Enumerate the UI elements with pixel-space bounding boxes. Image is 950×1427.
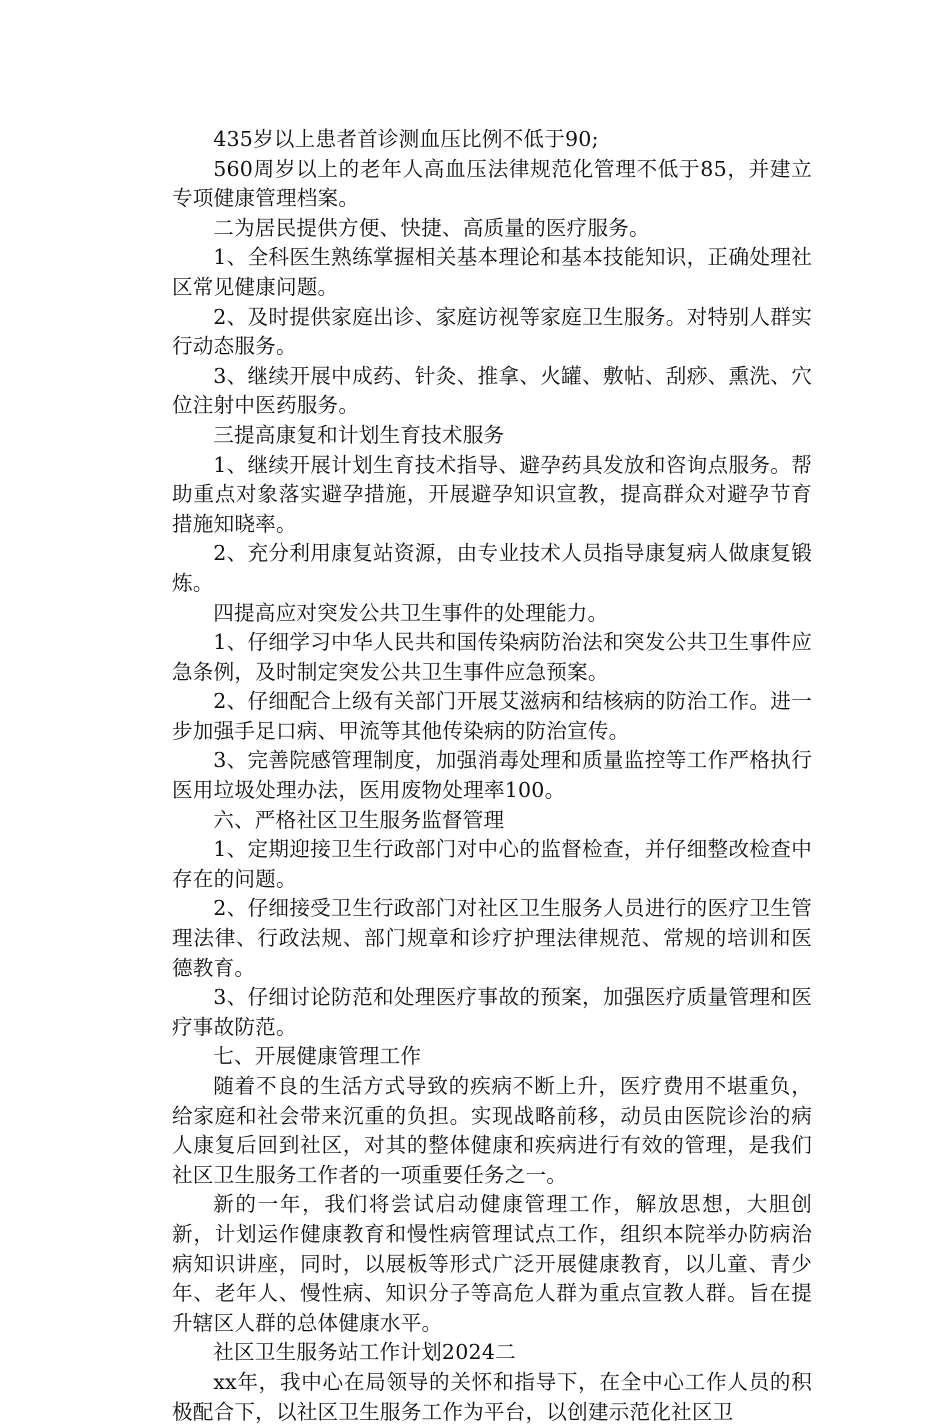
list-item: 3、完善院感管理制度，加强消毒处理和质量监控等工作严格执行医用垃圾处理办法，医用废物处理率100。 [172, 748, 812, 803]
section-heading-7: 七、开展健康管理工作 [213, 1044, 422, 1069]
paragraph-indicator-4: 435岁以上患者首诊测血压比例不低于90; [213, 127, 599, 151]
document-title-2: 社区卫生服务站工作计划2024二 [213, 1340, 516, 1365]
paragraph-indicator-5: 560周岁以上的老年人高血压法律规范化管理不低于85，并建立专项健康管理档案。 [172, 156, 812, 211]
list-item: 2、充分利用康复站资源，由专业技术人员指导康复病人做康复锻炼。 [172, 541, 812, 595]
section-heading-3: 三提高康复和计划生育技术服务 [213, 422, 505, 447]
list-item: 2、仔细接受卫生行政部门对社区卫生服务人员进行的医疗卫生管理法律、行政法规、部门规章和诊疗护理法律规范、常规的培训和医德教育。 [172, 896, 812, 980]
body-paragraph: xx年，我中心在局领导的关怀和指导下，在全中心工作人员的积极配合下，以社区卫生服务工作为平台，以创建示范化社区卫 [172, 1369, 812, 1424]
list-item: 2、及时提供家庭出诊、家庭访视等家庭卫生服务。对特别人群实行动态服务。 [172, 304, 812, 359]
section-heading-6: 六、严格社区卫生服务监督管理 [213, 807, 505, 832]
list-item: 3、仔细讨论防范和处理医疗事故的预案，加强医疗质量管理和医疗事故防范。 [172, 985, 812, 1039]
list-item: 3、继续开展中成药、针灸、推拿、火罐、敷帖、刮痧、熏洗、穴位注射中医药服务。 [172, 363, 812, 418]
document-body [172, 125, 812, 1427]
list-item: 1、定期迎接卫生行政部门对中心的监督检查，并仔细整改检查中存在的问题。 [172, 837, 812, 891]
list-item: 1、继续开展计划生育技术指导、避孕药具发放和咨询点服务。帮助重点对象落实避孕措施，开展避孕知识宣教，提高群众对避孕节育措施知晓率。 [172, 452, 812, 536]
body-paragraph: 新的一年，我们将尝试启动健康管理工作，解放思想，大胆创新，计划运作健康教育和慢性病管理试点工作，组织本院举办防病治病知识讲座，同时，以展板等形式广泛开展健康教育，以儿童、青少年、老年人、慢性病、知识分子等高危人群为重点宣教人群。旨在提升辖区人群的总体健康水平。 [172, 1192, 812, 1335]
list-item: 1、全科医生熟练掌握相关基本理论和基本技能知识，正确处理社区常见健康问题。 [172, 245, 812, 299]
list-item: 1、仔细学习中华人民共和国传染病防治法和突发公共卫生事件应急条例，及时制定突发公共卫生事件应急预案。 [172, 630, 812, 684]
list-item: 2、仔细配合上级有关部门开展艾滋病和结核病的防治工作。进一步加强手足口病、甲流等其他传染病的防治宣传。 [172, 689, 812, 743]
section-heading-2: 二为居民提供方便、快捷、高质量的医疗服务。 [213, 215, 650, 240]
body-paragraph: 随着不良的生活方式导致的疾病不断上升，医疗费用不堪重负，给家庭和社会带来沉重的负担。实现战略前移，动员由医院诊治的病人康复后回到社区，对其的整体健康和疾病进行有效的管理，是我们社区卫生服务工作者的一项重要任务之一。 [172, 1074, 812, 1187]
section-heading-4: 四提高应对突发公共卫生事件的处理能力。 [213, 600, 609, 625]
